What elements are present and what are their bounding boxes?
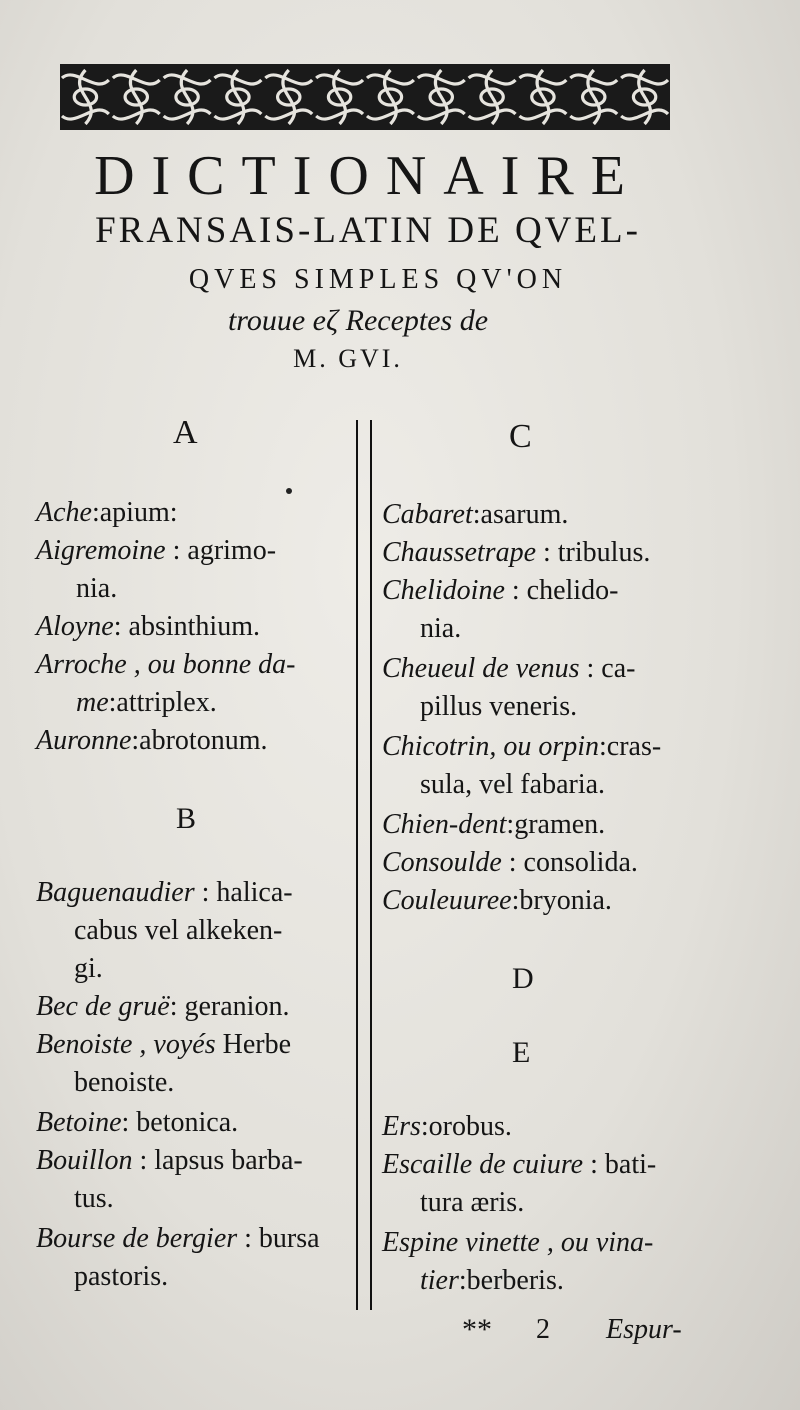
column-rule-left — [356, 420, 358, 1310]
title-line-3: QVES SIMPLES QV'ON — [188, 264, 568, 295]
signature-mark: ** — [462, 1313, 492, 1346]
entry-chicotrin: Chicotrin, ou orpin:cras- sula, vel fabaria. — [382, 731, 662, 800]
page-number: 2 — [536, 1314, 550, 1345]
entry-cabaret: Cabaret:asarum. — [382, 499, 569, 530]
title-line-2: FRANSAIS-LATIN DE QVEL- — [95, 210, 641, 251]
entry-arroche: Arroche , ou bonne da- me:attriplex. — [36, 649, 296, 718]
entry-consoulde: Consoulde : consolida. — [382, 847, 638, 878]
page-title: DICTIONAIRE — [94, 145, 642, 207]
ornament-band — [60, 64, 670, 130]
entry-betoine: Betoine: betonica. — [36, 1107, 239, 1138]
catchword: Espur- — [606, 1314, 682, 1345]
printer-dot — [286, 488, 292, 494]
column-rule-right — [370, 420, 372, 1310]
entry-baguenaudier: Baguenaudier : halica- cabus vel alkeken- gi. — [36, 877, 293, 984]
entry-ers: Ers:orobus. — [382, 1111, 512, 1142]
entry-chien-dent: Chien-dent:gramen. — [382, 809, 606, 840]
section-letter-e: E — [512, 1036, 531, 1069]
section-letter-d: D — [512, 962, 534, 995]
entry-aigremoine: Aigremoine : agrimo- nia. — [36, 535, 277, 604]
section-letter-c: C — [509, 418, 532, 455]
entry-espine-vinette: Espine vinette , ou vina- tier:berberis. — [382, 1227, 654, 1296]
entry-aloyne: Aloyne: absinthium. — [36, 611, 260, 642]
entry-chelidoine: Chelidoine : chelido- nia. — [382, 575, 619, 644]
entry-benoiste: Benoiste , voyés Herbe benoiste. — [36, 1029, 291, 1098]
title-line-4: trouue eζ Receptes de — [227, 304, 489, 337]
entry-bouillon: Bouillon : lapsus barba- tus. — [36, 1145, 303, 1214]
section-letter-b: B — [176, 802, 197, 835]
entry-escaille-de-cuiure: Escaille de cuiure : bati- tura æris. — [382, 1149, 657, 1218]
entry-bec-de-grue: Bec de gruë: geranion. — [36, 991, 290, 1022]
entry-cheueul-de-venus: Cheueul de venus : ca- pillus veneris. — [382, 653, 636, 722]
entry-auronne: Auronne:abrotonum. — [36, 725, 268, 756]
entry-couleuuree: Couleuuree:bryonia. — [382, 885, 612, 916]
section-letter-a: A — [173, 414, 198, 451]
entry-bourse-de-bergier: Bourse de bergier : bursa pastoris. — [36, 1223, 320, 1292]
entry-ache: Ache:apium: — [36, 497, 178, 528]
entry-chaussetrape: Chaussetrape : tribulus. — [382, 537, 651, 568]
title-line-5: M. GVI. — [293, 344, 403, 373]
